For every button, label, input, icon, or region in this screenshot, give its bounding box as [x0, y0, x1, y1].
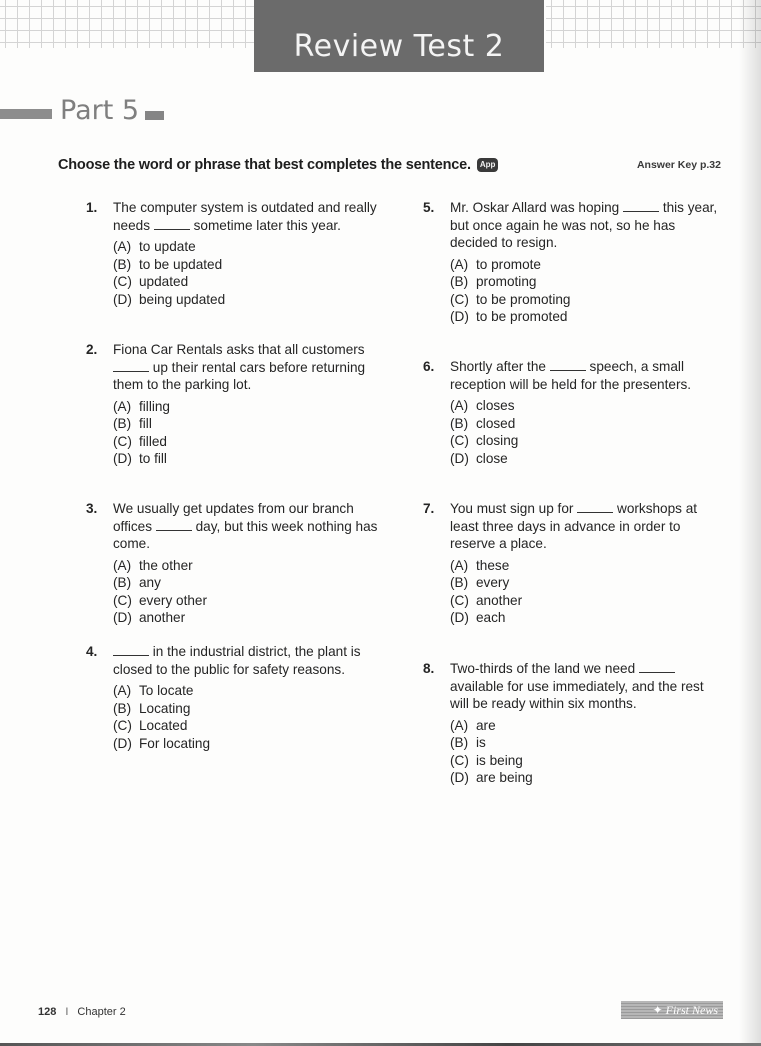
- option-text: Locating: [139, 700, 191, 716]
- question-stem: [113, 500, 386, 553]
- question-stem: [113, 643, 386, 678]
- answer-blank: [113, 645, 149, 656]
- question-stem: [450, 500, 723, 553]
- answer-blank: [154, 219, 190, 230]
- answer-options: [113, 398, 386, 468]
- option-text: are: [476, 717, 496, 733]
- question-number: 5.: [423, 200, 435, 215]
- question-number: 8.: [423, 661, 435, 676]
- option-letter: (D): [450, 770, 469, 785]
- question-stem: [450, 358, 723, 393]
- answer-option[interactable]: [113, 735, 386, 753]
- option-text: to be promoted: [476, 309, 568, 324]
- app-icon[interactable]: App: [477, 158, 499, 172]
- answer-options: [450, 256, 723, 326]
- star-arrow-icon: ✦: [652, 1003, 663, 1017]
- page-footer: [38, 1006, 126, 1018]
- option-letter: (C): [450, 592, 469, 608]
- answer-option[interactable]: [113, 592, 386, 610]
- decorative-bar-left: [0, 109, 52, 119]
- answer-option[interactable]: [450, 609, 723, 627]
- question-number: 1.: [86, 200, 98, 215]
- option-text: to fill: [139, 451, 167, 466]
- question-7: [423, 500, 723, 627]
- answer-option[interactable]: [113, 273, 386, 291]
- answer-option[interactable]: [113, 717, 386, 735]
- option-letter: (C): [113, 274, 132, 289]
- decorative-grid-left: [0, 0, 254, 48]
- option-letter: (D): [113, 291, 132, 307]
- question-number: 7.: [423, 501, 435, 516]
- option-letter: (D): [450, 309, 469, 324]
- question-stem: [113, 199, 386, 234]
- answer-option[interactable]: [450, 291, 723, 309]
- stem-text-after: up their rental cars before returning them to the parking lot.: [113, 359, 366, 392]
- option-letter: (D): [113, 735, 132, 751]
- question-8: [423, 660, 723, 787]
- page-title: Review Test 2: [293, 29, 505, 64]
- question-3: [86, 500, 386, 627]
- question-stem: [450, 660, 723, 713]
- stem-text-after: workshops at least three days in advance in order to reserve a place.: [450, 501, 698, 551]
- stem-text-after: speech, a small reception will be held for the presenters.: [450, 359, 692, 392]
- answer-option[interactable]: [450, 273, 723, 291]
- answer-option[interactable]: [113, 256, 386, 274]
- answer-blank: [639, 662, 675, 673]
- option-letter: (D): [450, 610, 469, 625]
- option-text: to be updated: [139, 256, 223, 272]
- option-letter: (B): [450, 274, 469, 289]
- option-text: to be promoting: [476, 291, 571, 307]
- answer-options: [450, 717, 723, 787]
- option-letter: (B): [450, 575, 469, 590]
- option-text: updated: [139, 274, 189, 289]
- option-letter: (C): [450, 291, 469, 307]
- answer-options: [113, 557, 386, 627]
- answer-option[interactable]: [450, 397, 723, 415]
- answer-option[interactable]: [113, 574, 386, 592]
- option-text: promoting: [476, 274, 537, 289]
- option-letter: (D): [450, 450, 469, 466]
- question-1: [86, 199, 386, 308]
- answer-option[interactable]: [113, 450, 386, 468]
- option-letter: (C): [113, 592, 132, 608]
- stem-text-after: in the industrial district, the plant is closed to the public for safety reasons.: [113, 644, 361, 677]
- answer-option[interactable]: [450, 557, 723, 575]
- option-letter: (C): [450, 433, 469, 448]
- option-letter: (B): [113, 256, 132, 272]
- page-binding-shadow: [739, 0, 761, 1046]
- decorative-grid-right: [546, 0, 761, 48]
- option-text: is being: [476, 752, 523, 768]
- option-letter: (C): [450, 752, 469, 768]
- question-6: [423, 358, 723, 467]
- answer-blank: [156, 520, 192, 531]
- option-letter: (A): [450, 717, 469, 733]
- stem-text-before: Fiona Car Rentals asks that all customers: [113, 342, 365, 357]
- answer-option[interactable]: [113, 415, 386, 433]
- answer-blank: [113, 361, 149, 372]
- answer-option[interactable]: [113, 398, 386, 416]
- option-text: another: [476, 592, 523, 608]
- answer-blank: [623, 201, 659, 212]
- option-letter: (C): [113, 433, 132, 449]
- option-letter: (A): [113, 557, 132, 573]
- answer-key-reference: Answer Key p.32: [636, 159, 721, 171]
- option-letter: (D): [113, 610, 132, 625]
- option-text: are being: [476, 770, 533, 785]
- question-number: 6.: [423, 359, 435, 374]
- option-letter: (A): [450, 557, 469, 573]
- answer-options: [450, 397, 723, 467]
- answer-options: [450, 557, 723, 627]
- option-letter: (B): [113, 575, 132, 590]
- answer-option[interactable]: [113, 700, 386, 718]
- answer-options: [113, 682, 386, 752]
- instruction-row: [58, 157, 721, 173]
- answer-option[interactable]: [113, 433, 386, 451]
- stem-text-before: You must sign up for: [450, 501, 574, 516]
- answer-option[interactable]: [450, 752, 723, 770]
- option-text: filling: [139, 398, 170, 414]
- stem-text-after: available for use immediately, and the rest will be ready within six months.: [450, 678, 704, 711]
- option-letter: (A): [450, 398, 469, 413]
- answer-option[interactable]: [450, 432, 723, 450]
- answer-option[interactable]: [450, 308, 723, 326]
- answer-blank: [550, 360, 586, 371]
- option-text: any: [139, 575, 161, 590]
- question-4: [86, 643, 386, 752]
- answer-option[interactable]: [450, 734, 723, 752]
- option-text: is: [476, 735, 486, 750]
- option-text: For locating: [139, 735, 211, 751]
- option-text: the other: [139, 557, 193, 573]
- option-text: another: [139, 610, 186, 625]
- answer-option[interactable]: [113, 238, 386, 256]
- part-title: Part 5: [60, 94, 140, 126]
- stem-text-after: this year, but once again he was not, so he has decided to resign.: [450, 200, 718, 250]
- option-text: closing: [476, 433, 519, 448]
- option-letter: (B): [450, 415, 469, 431]
- stem-text-after: sometime later this year.: [193, 217, 341, 233]
- stem-text-before: Mr. Oskar Allard was hoping: [450, 200, 620, 215]
- option-text: to update: [139, 239, 196, 254]
- option-letter: (A): [113, 683, 132, 698]
- option-text: close: [476, 450, 508, 466]
- option-text: closed: [476, 415, 516, 431]
- answer-option[interactable]: [450, 256, 723, 274]
- option-letter: (A): [450, 256, 469, 272]
- answer-option[interactable]: [113, 291, 386, 309]
- option-text: closes: [476, 398, 515, 413]
- answer-option[interactable]: [450, 450, 723, 468]
- question-number: 2.: [86, 342, 98, 357]
- question-number: 4.: [86, 644, 98, 659]
- answer-option[interactable]: [113, 682, 386, 700]
- title-banner: [254, 0, 544, 72]
- question-5: [423, 199, 723, 326]
- answer-option[interactable]: [113, 609, 386, 627]
- option-text: every other: [139, 592, 208, 608]
- page-number: 128: [38, 1006, 57, 1018]
- instruction-text: Choose the word or phrase that best completes the sentence.: [58, 157, 471, 173]
- option-text: these: [476, 557, 510, 573]
- stem-text-before: We usually get updates from our branch offices: [113, 501, 354, 534]
- part-header: [0, 94, 164, 126]
- stem-text-before: The computer system is outdated and really needs: [113, 200, 377, 233]
- option-letter: (C): [113, 718, 132, 733]
- answer-blank: [577, 502, 613, 513]
- option-text: fill: [139, 416, 152, 431]
- footer-separator: I: [65, 1006, 69, 1018]
- option-letter: (B): [113, 416, 132, 431]
- chapter-label: Chapter 2: [77, 1006, 126, 1018]
- stem-text-before: Shortly after the: [450, 359, 546, 374]
- answer-option[interactable]: [450, 769, 723, 787]
- question-number: 3.: [86, 501, 98, 516]
- option-text: Located: [139, 718, 188, 733]
- question-stem: [450, 199, 723, 252]
- option-text: every: [476, 575, 510, 590]
- question-stem: [113, 341, 386, 394]
- decorative-bar-right: [145, 111, 164, 120]
- option-text: being updated: [139, 291, 226, 307]
- option-text: to promote: [476, 256, 541, 272]
- stem-text-before: Two-thirds of the land we need: [450, 661, 636, 676]
- answer-option[interactable]: [450, 717, 723, 735]
- stem-text-after: day, but this week nothing has come.: [113, 518, 378, 551]
- answer-option[interactable]: [450, 574, 723, 592]
- question-2: [86, 341, 386, 468]
- answer-option[interactable]: [450, 415, 723, 433]
- publisher-logo: [621, 1001, 723, 1019]
- option-text: filled: [139, 433, 167, 449]
- option-text: To locate: [139, 683, 194, 698]
- option-text: each: [476, 610, 506, 625]
- answer-option[interactable]: [450, 592, 723, 610]
- option-letter: (A): [113, 398, 132, 414]
- answer-option[interactable]: [113, 557, 386, 575]
- option-letter: (B): [113, 700, 132, 716]
- answer-options: [113, 238, 386, 308]
- option-letter: (D): [113, 451, 132, 466]
- option-letter: (A): [113, 239, 132, 254]
- publisher-name: First News: [665, 1002, 718, 1017]
- option-letter: (B): [450, 735, 469, 750]
